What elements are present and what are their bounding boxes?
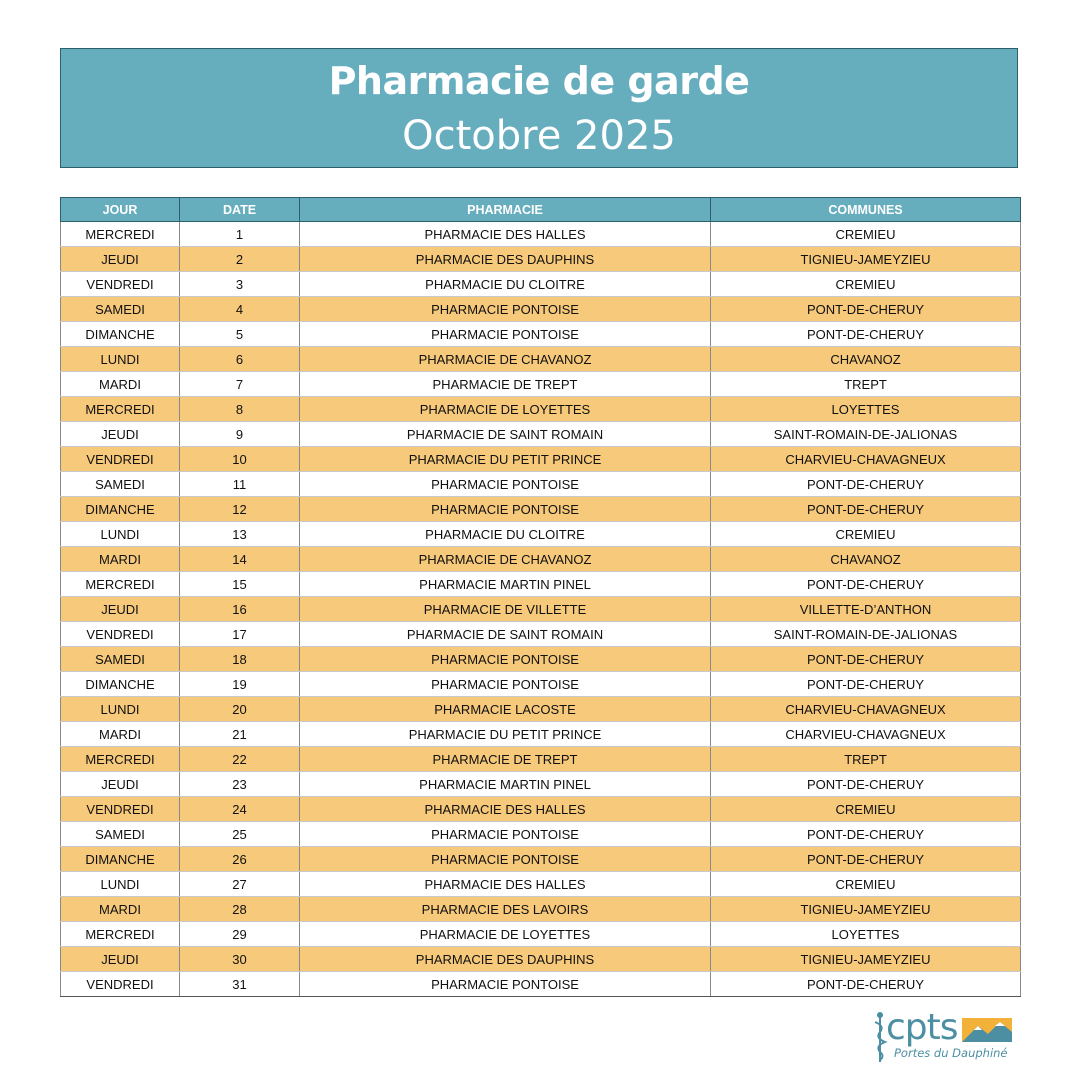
cell-commune: TIGNIEU-JAMEYZIEU (711, 947, 1021, 972)
cell-jour: VENDREDI (61, 622, 180, 647)
cell-pharmacie: PHARMACIE DE SAINT ROMAIN (300, 422, 711, 447)
cell-commune: PONT-DE-CHERUY (711, 572, 1021, 597)
cell-jour: SAMEDI (61, 822, 180, 847)
cell-pharmacie: PHARMACIE DES HALLES (300, 222, 711, 247)
cell-date: 30 (180, 947, 300, 972)
cell-date: 4 (180, 297, 300, 322)
cell-pharmacie: PHARMACIE DES DAUPHINS (300, 247, 711, 272)
cell-commune: CHARVIEU-CHAVAGNEUX (711, 697, 1021, 722)
cell-date: 10 (180, 447, 300, 472)
table-row (61, 297, 1021, 322)
cell-date: 2 (180, 247, 300, 272)
cell-pharmacie: PHARMACIE DU PETIT PRINCE (300, 722, 711, 747)
table-row (61, 822, 1021, 847)
table-row (61, 897, 1021, 922)
cell-pharmacie: PHARMACIE DES DAUPHINS (300, 947, 711, 972)
cell-pharmacie: PHARMACIE DU CLOITRE (300, 522, 711, 547)
cell-commune: PONT-DE-CHERUY (711, 322, 1021, 347)
table-row (61, 622, 1021, 647)
cell-commune: CHAVANOZ (711, 547, 1021, 572)
cell-commune: PONT-DE-CHERUY (711, 647, 1021, 672)
cell-commune: PONT-DE-CHERUY (711, 672, 1021, 697)
table-row (61, 572, 1021, 597)
table-row (61, 722, 1021, 747)
cell-jour: MERCREDI (61, 747, 180, 772)
cell-jour: DIMANCHE (61, 847, 180, 872)
cell-commune: SAINT-ROMAIN-DE-JALIONAS (711, 422, 1021, 447)
cell-date: 12 (180, 497, 300, 522)
cell-pharmacie: PHARMACIE DE VILLETTE (300, 597, 711, 622)
cell-pharmacie: PHARMACIE MARTIN PINEL (300, 572, 711, 597)
table-header-row (61, 198, 1021, 222)
cell-date: 27 (180, 872, 300, 897)
cell-commune: VILLETTE-D’ANTHON (711, 597, 1021, 622)
page-subtitle: Octobre 2025 (402, 113, 676, 159)
table-row (61, 422, 1021, 447)
column-header-date: DATE (180, 198, 300, 222)
cell-date: 20 (180, 697, 300, 722)
cpts-logo (872, 1008, 1022, 1064)
cell-date: 3 (180, 272, 300, 297)
table-row (61, 447, 1021, 472)
cell-jour: DIMANCHE (61, 672, 180, 697)
cell-pharmacie: PHARMACIE DE TREPT (300, 747, 711, 772)
table-row (61, 372, 1021, 397)
logo-tagline: Portes du Dauphiné (894, 1046, 1008, 1060)
cell-jour: MERCREDI (61, 397, 180, 422)
cell-date: 14 (180, 547, 300, 572)
cell-jour: SAMEDI (61, 297, 180, 322)
table-row (61, 547, 1021, 572)
cell-jour: MARDI (61, 547, 180, 572)
cell-jour: LUNDI (61, 872, 180, 897)
cell-commune: PONT-DE-CHERUY (711, 297, 1021, 322)
cell-date: 24 (180, 797, 300, 822)
table-row (61, 222, 1021, 247)
cell-pharmacie: PHARMACIE DU CLOITRE (300, 272, 711, 297)
table-row (61, 847, 1021, 872)
cell-commune: CHARVIEU-CHAVAGNEUX (711, 447, 1021, 472)
cell-pharmacie: PHARMACIE DES LAVOIRS (300, 897, 711, 922)
column-header-communes: COMMUNES (711, 198, 1021, 222)
cell-commune: PONT-DE-CHERUY (711, 822, 1021, 847)
cell-pharmacie: PHARMACIE PONTOISE (300, 822, 711, 847)
cell-jour: SAMEDI (61, 647, 180, 672)
cell-pharmacie: PHARMACIE DU PETIT PRINCE (300, 447, 711, 472)
cell-pharmacie: PHARMACIE DE CHAVANOZ (300, 547, 711, 572)
cell-pharmacie: PHARMACIE PONTOISE (300, 497, 711, 522)
cell-commune: CHARVIEU-CHAVAGNEUX (711, 722, 1021, 747)
table-row (61, 947, 1021, 972)
cell-pharmacie: PHARMACIE DE SAINT ROMAIN (300, 622, 711, 647)
table-row (61, 272, 1021, 297)
cell-jour: VENDREDI (61, 797, 180, 822)
cell-jour: LUNDI (61, 697, 180, 722)
page-header (60, 48, 1018, 168)
cell-commune: TIGNIEU-JAMEYZIEU (711, 897, 1021, 922)
table-row (61, 772, 1021, 797)
cell-commune: TREPT (711, 372, 1021, 397)
cell-date: 9 (180, 422, 300, 447)
table-row (61, 672, 1021, 697)
table-row (61, 872, 1021, 897)
cell-jour: MERCREDI (61, 222, 180, 247)
cell-pharmacie: PHARMACIE DE LOYETTES (300, 397, 711, 422)
cell-jour: MERCREDI (61, 572, 180, 597)
table-row (61, 472, 1021, 497)
cell-date: 17 (180, 622, 300, 647)
cell-jour: JEUDI (61, 247, 180, 272)
cell-date: 23 (180, 772, 300, 797)
cell-jour: DIMANCHE (61, 322, 180, 347)
cell-date: 6 (180, 347, 300, 372)
cell-commune: CREMIEU (711, 872, 1021, 897)
cell-date: 28 (180, 897, 300, 922)
cell-date: 19 (180, 672, 300, 697)
cell-commune: LOYETTES (711, 922, 1021, 947)
table-row (61, 797, 1021, 822)
cell-date: 26 (180, 847, 300, 872)
cell-pharmacie: PHARMACIE PONTOISE (300, 647, 711, 672)
cell-date: 22 (180, 747, 300, 772)
cell-date: 7 (180, 372, 300, 397)
cell-commune: PONT-DE-CHERUY (711, 472, 1021, 497)
cell-jour: VENDREDI (61, 972, 180, 997)
cell-commune: PONT-DE-CHERUY (711, 972, 1021, 997)
cell-date: 11 (180, 472, 300, 497)
cell-pharmacie: PHARMACIE PONTOISE (300, 672, 711, 697)
table-row (61, 322, 1021, 347)
cell-commune: PONT-DE-CHERUY (711, 847, 1021, 872)
schedule-table (60, 197, 1021, 997)
cell-pharmacie: PHARMACIE PONTOISE (300, 322, 711, 347)
cell-date: 13 (180, 522, 300, 547)
page-title: Pharmacie de garde (328, 59, 750, 103)
cell-jour: MARDI (61, 897, 180, 922)
cell-jour: JEUDI (61, 772, 180, 797)
cell-pharmacie: PHARMACIE DES HALLES (300, 872, 711, 897)
schedule-body (61, 222, 1021, 997)
cell-date: 25 (180, 822, 300, 847)
cell-pharmacie: PHARMACIE MARTIN PINEL (300, 772, 711, 797)
table-row (61, 522, 1021, 547)
cell-date: 16 (180, 597, 300, 622)
cell-commune: CREMIEU (711, 272, 1021, 297)
table-row (61, 972, 1021, 997)
cell-pharmacie: PHARMACIE DE TREPT (300, 372, 711, 397)
cell-commune: CHAVANOZ (711, 347, 1021, 372)
cell-commune: CREMIEU (711, 522, 1021, 547)
cell-date: 15 (180, 572, 300, 597)
cell-jour: VENDREDI (61, 447, 180, 472)
table-row (61, 922, 1021, 947)
cell-commune: SAINT-ROMAIN-DE-JALIONAS (711, 622, 1021, 647)
cell-pharmacie: PHARMACIE DE CHAVANOZ (300, 347, 711, 372)
table-row (61, 347, 1021, 372)
table-row (61, 247, 1021, 272)
table-row (61, 497, 1021, 522)
cell-date: 29 (180, 922, 300, 947)
cell-jour: VENDREDI (61, 272, 180, 297)
cell-jour: MERCREDI (61, 922, 180, 947)
cell-jour: MARDI (61, 722, 180, 747)
landscape-icon (960, 1014, 1014, 1044)
column-header-jour: JOUR (61, 198, 180, 222)
cell-pharmacie: PHARMACIE PONTOISE (300, 972, 711, 997)
cell-date: 5 (180, 322, 300, 347)
table-row (61, 597, 1021, 622)
table-row (61, 647, 1021, 672)
cell-date: 8 (180, 397, 300, 422)
cell-date: 21 (180, 722, 300, 747)
cell-pharmacie: PHARMACIE PONTOISE (300, 472, 711, 497)
cell-pharmacie: PHARMACIE LACOSTE (300, 697, 711, 722)
cell-pharmacie: PHARMACIE PONTOISE (300, 297, 711, 322)
cell-commune: TREPT (711, 747, 1021, 772)
cell-pharmacie: PHARMACIE PONTOISE (300, 847, 711, 872)
cell-commune: LOYETTES (711, 397, 1021, 422)
cell-jour: JEUDI (61, 597, 180, 622)
cell-date: 18 (180, 647, 300, 672)
cell-jour: MARDI (61, 372, 180, 397)
table-row (61, 397, 1021, 422)
cell-date: 1 (180, 222, 300, 247)
cell-jour: JEUDI (61, 422, 180, 447)
column-header-pharmacie: PHARMACIE (300, 198, 711, 222)
cell-commune: CREMIEU (711, 222, 1021, 247)
cell-commune: TIGNIEU-JAMEYZIEU (711, 247, 1021, 272)
cell-commune: CREMIEU (711, 797, 1021, 822)
cell-commune: PONT-DE-CHERUY (711, 772, 1021, 797)
cell-commune: PONT-DE-CHERUY (711, 497, 1021, 522)
logo-wordmark: cpts (886, 1007, 958, 1048)
cell-date: 31 (180, 972, 300, 997)
cell-jour: JEUDI (61, 947, 180, 972)
cell-pharmacie: PHARMACIE DE LOYETTES (300, 922, 711, 947)
table-row (61, 747, 1021, 772)
cell-jour: LUNDI (61, 347, 180, 372)
cell-pharmacie: PHARMACIE DES HALLES (300, 797, 711, 822)
cell-jour: DIMANCHE (61, 497, 180, 522)
cell-jour: LUNDI (61, 522, 180, 547)
table-row (61, 697, 1021, 722)
cell-jour: SAMEDI (61, 472, 180, 497)
